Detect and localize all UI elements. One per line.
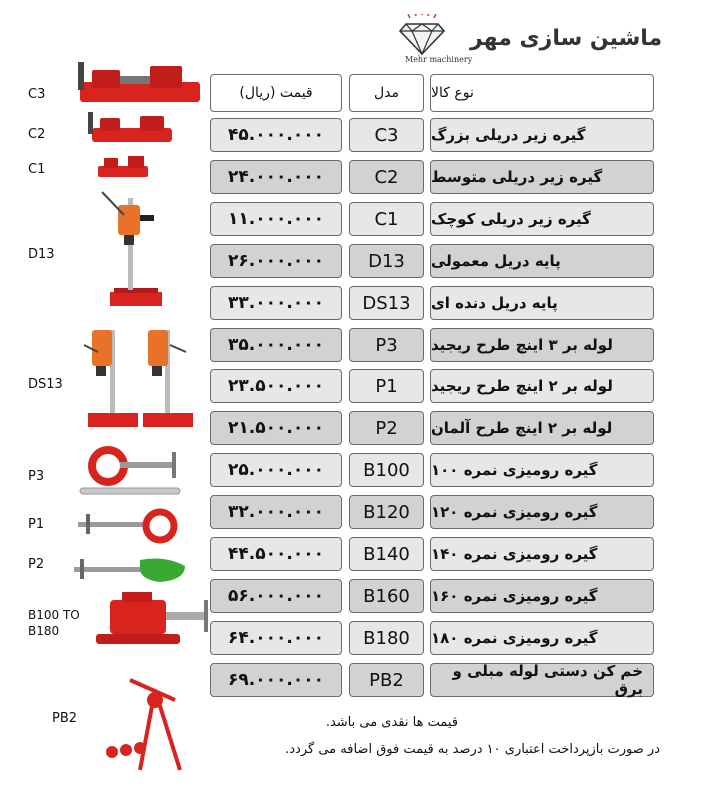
- row-6-model: P1: [349, 369, 424, 403]
- brand-subtitle: Mehr machinery: [405, 55, 473, 64]
- row-10-model: B140: [349, 537, 424, 571]
- p2-pipe-cutter-image: [74, 558, 185, 582]
- row-5-name: لوله بر ۳ اینچ طرح ریجید: [430, 328, 654, 362]
- row-0-price: ۴۵.۰۰۰.۰۰۰: [210, 118, 342, 152]
- row-12-name: گیره رومیزی نمره ۱۸۰: [430, 621, 654, 655]
- label-pb2: PB2: [52, 711, 78, 726]
- c3-vise-image: [78, 62, 200, 102]
- row-7-name: لوله بر ۲ اینچ طرح آلمان: [430, 411, 654, 445]
- row-4-name: پایه دریل دنده ای: [430, 286, 654, 320]
- row-5-price: ۳۵.۰۰۰.۰۰۰: [210, 328, 342, 362]
- row-11-name: گیره رومیزی نمره ۱۶۰: [430, 579, 654, 613]
- row-11-price: ۵۶.۰۰۰.۰۰۰: [210, 579, 342, 613]
- brand-title: ماشین سازی مهر: [470, 26, 663, 51]
- p3-pipe-cutter-image: [80, 450, 180, 494]
- c2-vise-image: [88, 112, 172, 142]
- header-model: مدل: [349, 74, 424, 112]
- header-price: قیمت (ریال): [210, 74, 342, 112]
- row-12-model: B180: [349, 621, 424, 655]
- label-p1: P1: [28, 517, 45, 532]
- label-p2: P2: [28, 557, 45, 572]
- row-11-model: B160: [349, 579, 424, 613]
- label-d13: D13: [28, 247, 55, 262]
- row-1-name: گیره زیر دریلی متوسط: [430, 160, 654, 194]
- row-4-model: DS13: [349, 286, 424, 320]
- row-7-price: ۲۱.۵۰۰.۰۰۰: [210, 411, 342, 445]
- ds13-drill-stand-image: [84, 330, 193, 427]
- row-2-name: گیره زیر دریلی کوچک: [430, 202, 654, 236]
- row-10-price: ۴۴.۵۰۰.۰۰۰: [210, 537, 342, 571]
- row-9-model: B120: [349, 495, 424, 529]
- bench-vise-image: [96, 592, 208, 644]
- row-6-price: ۲۳.۵۰۰.۰۰۰: [210, 369, 342, 403]
- row-1-price: ۲۴.۰۰۰.۰۰۰: [210, 160, 342, 194]
- note-cash-prices: قیمت ها نقدی می باشد.: [325, 715, 458, 730]
- row-2-price: ۱۱.۰۰۰.۰۰۰: [210, 202, 342, 236]
- row-4-price: ۳۳.۰۰۰.۰۰۰: [210, 286, 342, 320]
- label-p3: P3: [28, 469, 45, 484]
- label-b-range-2: B180: [28, 624, 60, 638]
- row-0-name: گیره زیر دریلی بزرگ: [430, 118, 654, 152]
- row-2-model: C1: [349, 202, 424, 236]
- label-c1: C1: [28, 162, 46, 177]
- row-8-name: گیره رومیزی نمره ۱۰۰: [430, 453, 654, 487]
- row-6-name: لوله بر ۲ اینچ طرح ریجید: [430, 369, 654, 403]
- pb2-pipe-bender-image: [106, 680, 180, 770]
- row-13-price: ۶۹.۰۰۰.۰۰۰: [210, 663, 342, 697]
- header-name: نوع کالا: [430, 74, 654, 112]
- row-13-model: PB2: [349, 663, 424, 697]
- row-12-price: ۶۴.۰۰۰.۰۰۰: [210, 621, 342, 655]
- label-b-range-1: B100 TO: [28, 608, 80, 622]
- row-3-name: پایه دریل معمولی: [430, 244, 654, 278]
- row-8-price: ۲۵.۰۰۰.۰۰۰: [210, 453, 342, 487]
- label-c3: C3: [28, 87, 46, 102]
- row-7-model: P2: [349, 411, 424, 445]
- d13-drill-stand-image: [102, 192, 162, 306]
- label-c2: C2: [28, 127, 46, 142]
- row-5-model: P3: [349, 328, 424, 362]
- label-ds13: DS13: [28, 377, 63, 392]
- row-10-name: گیره رومیزی نمره ۱۴۰: [430, 537, 654, 571]
- row-3-model: D13: [349, 244, 424, 278]
- row-9-price: ۳۲.۰۰۰.۰۰۰: [210, 495, 342, 529]
- c1-vise-image: [98, 156, 148, 177]
- note-credit-surcharge: در صورت بازپرداخت اعتباری ۱۰ درصد به قیمت فوق اضافه می گردد.: [285, 742, 660, 757]
- p1-pipe-cutter-image: [78, 512, 174, 540]
- row-1-model: C2: [349, 160, 424, 194]
- row-13-name: خم کن دستی لوله مبلی و برق: [430, 663, 654, 697]
- row-9-name: گیره رومیزی نمره ۱۲۰: [430, 495, 654, 529]
- row-8-model: B100: [349, 453, 424, 487]
- row-3-price: ۲۶.۰۰۰.۰۰۰: [210, 244, 342, 278]
- row-0-model: C3: [349, 118, 424, 152]
